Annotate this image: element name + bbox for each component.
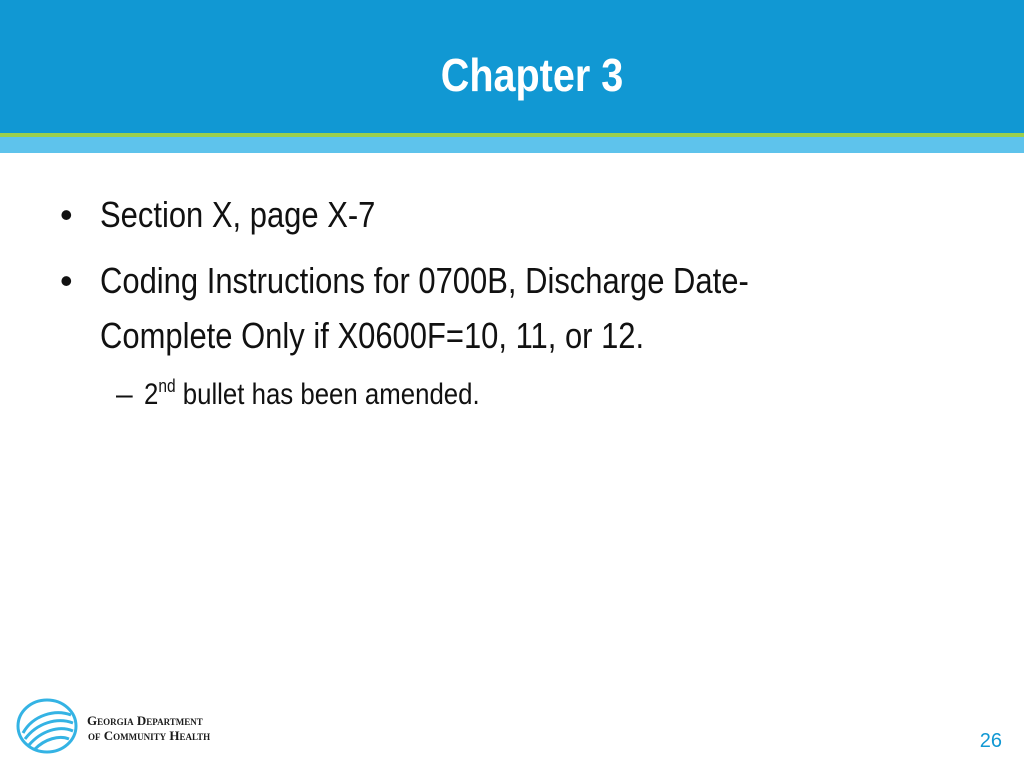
bullet-icon: • (60, 194, 73, 235)
bullet-text-line2: Complete Only if X0600F=10, 11, or 12. (100, 315, 645, 356)
header-strip (0, 137, 1024, 153)
sub-bullet-text: 2nd bullet has been amended. (144, 376, 480, 411)
bullet-icon: • (60, 260, 73, 301)
org-name-line2: of Community Health (88, 728, 211, 743)
bullet-text: Section X, page X-7 (100, 194, 376, 235)
page-number: 26 (979, 730, 1002, 752)
dash-icon: – (116, 378, 133, 411)
organization-name (87, 713, 210, 743)
slide-title: Chapter 3 (440, 49, 624, 101)
bullet-text-line1: Coding Instructions for 0700B, Discharge Date- (100, 260, 749, 301)
title-bar (0, 0, 1024, 133)
georgia-dch-logo-icon (15, 697, 79, 755)
org-name-line1: Georgia Department (87, 713, 203, 728)
